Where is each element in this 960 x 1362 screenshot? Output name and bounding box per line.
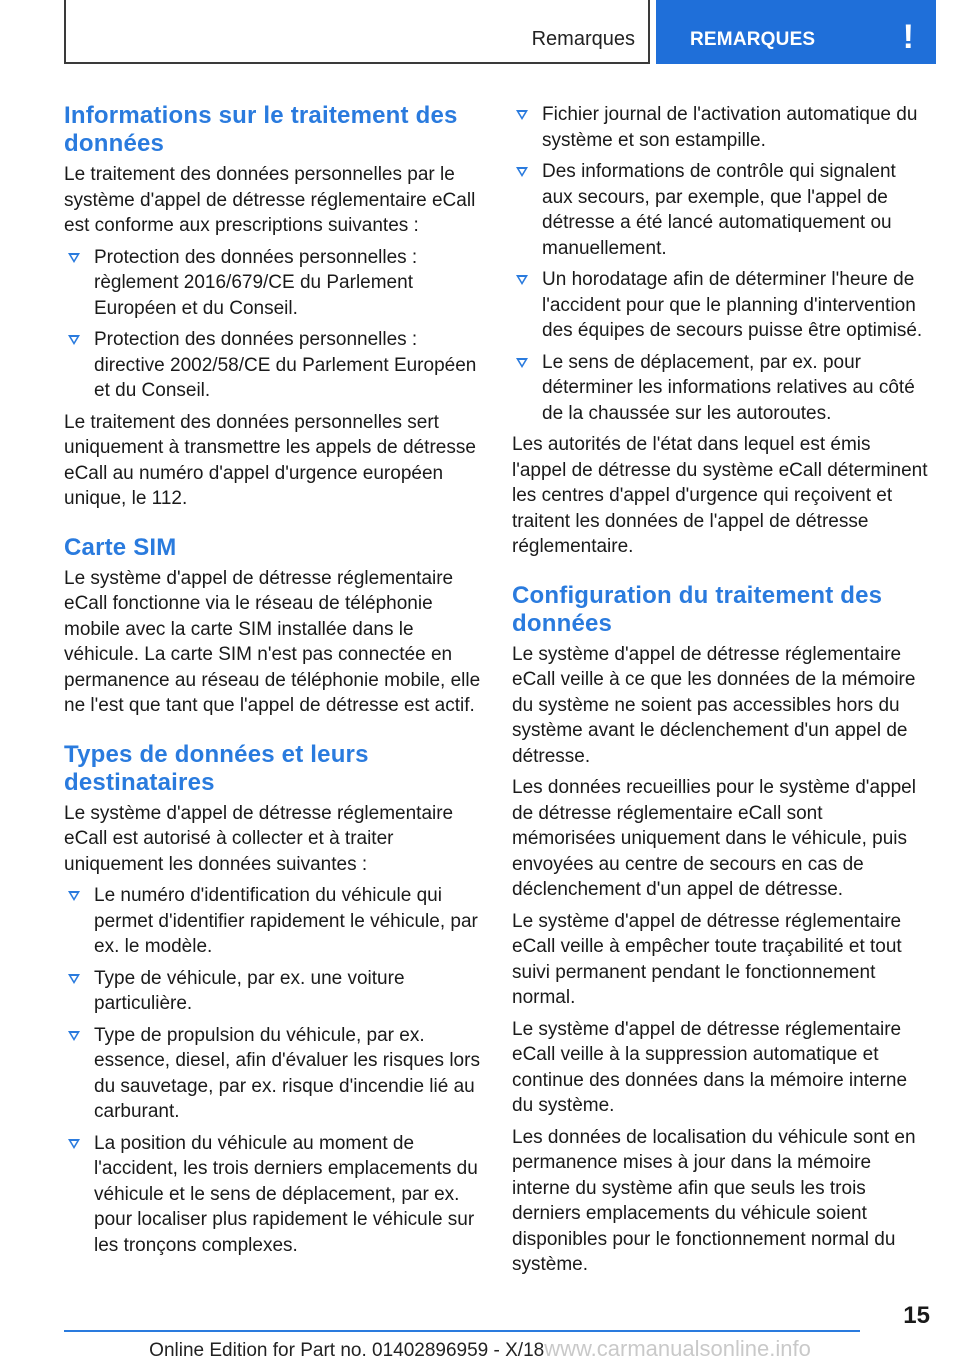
- watermark: www.carmanualsonline.info: [544, 1336, 811, 1361]
- triangle-bullet-icon: [516, 167, 528, 177]
- triangle-bullet-icon: [68, 974, 80, 984]
- list-item: Type de propulsion du véhicule, par ex. essence, diesel, afin d'évaluer les risques lors du sauvetage, par ex. risque d'incendie lié au carburant.: [64, 1023, 482, 1125]
- section-heading: Informations sur le traitement des données: [64, 102, 458, 157]
- bullet-list: [64, 883, 482, 1258]
- triangle-bullet-icon: [68, 335, 80, 345]
- triangle-bullet-icon: [516, 358, 528, 368]
- list-item: Le sens de déplacement, par ex. pour déterminer les informations relatives au côté de la chaussée sur les autoroutes.: [512, 350, 930, 427]
- paragraph: Le traitement des données personnelles sert uniquement à transmettre les appels de détresse eCall au numéro d'appel d'urgence européen unique, le 112.: [64, 411, 476, 509]
- footer-divider: [64, 1330, 860, 1332]
- section-heading: Carte SIM: [64, 533, 177, 561]
- paragraph: Le système d'appel de détresse réglementaire eCall veille à ce que les données de la mémoire du système ne soient pas accessibles hors du système avant le déclenchement d'un appel de détresse.: [512, 643, 916, 767]
- edition-text: Online Edition for Part no. 01402896959 - X/18: [149, 1340, 545, 1361]
- list-item: La position du véhicule au moment de l'accident, les trois derniers emplacements du véhicule et le sens de déplacement, par ex. pour localiser plus rapidement le véhicule sur les tronçons complexes.: [64, 1131, 482, 1259]
- paragraph: Les autorités de l'état dans lequel est émis l'appel de détresse du système eCall déterminent les centres d'appel d'urgence qui reçoivent et traitent les données de l'appel de détresse réglementaire.: [512, 434, 928, 557]
- section-data-types: [64, 741, 482, 1259]
- header-chapter-tab: [656, 0, 936, 64]
- list-item: Le numéro d'identification du véhicule qui permet d'identifier rapidement le véhicule, par ex. le modèle.: [64, 883, 482, 960]
- exclamation-icon: !: [902, 18, 914, 56]
- list-item: Un horodatage afin de déterminer l'heure de l'accident pour que le planning d'intervention des équipes de secours puisse être optimisé.: [512, 267, 930, 344]
- bullet-list: [512, 102, 930, 426]
- bullet-list: [64, 245, 482, 404]
- paragraph: Les données de localisation du véhicule sont en permanence mises à jour dans la mémoire interne du système afin que seuls les trois derniers emplacements du véhicule soient disponibles pour le fonctionnement normal du système.: [512, 1126, 916, 1275]
- left-column: [64, 102, 482, 1264]
- list-item: Type de véhicule, par ex. une voiture particulière.: [64, 966, 482, 1017]
- list-item: Fichier journal de l'activation automatique du système et son estampille.: [512, 102, 930, 153]
- section-processing-config: [512, 582, 930, 1278]
- paragraph: Les données recueillies pour le système d'appel de détresse réglementaire eCall sont mémorisées uniquement dans le véhicule, puis envoyées au centre de secours en cas de déclenchement d'un appel de détresse.: [512, 777, 916, 900]
- section-heading: Types de données et leurs destinataires: [64, 740, 369, 796]
- right-column: [512, 102, 930, 1284]
- paragraph: Le système d'appel de détresse réglementaire eCall veille à empêcher toute traçabilité et tout suivi permanent pendant le fonctionnement normal.: [512, 910, 902, 1008]
- page-number: 15: [903, 1302, 930, 1329]
- list-item: Des informations de contrôle qui signalent aux secours, par exemple, que l'appel de détresse a été lancé automatiquement ou manuellement.: [512, 159, 930, 261]
- section-data-processing: [64, 102, 482, 512]
- section-sim-card: [64, 534, 482, 719]
- paragraph: Le système d'appel de détresse réglementaire eCall fonctionne via le réseau de téléphonie mobile avec la carte SIM installée dans le véhicule. La carte SIM n'est pas connectée en permanence au réseau de téléphonie mobile, elle ne l'est que tant que l'appel de détresse est actif.: [64, 567, 481, 716]
- paragraph: Le traitement des données personnelles par le système d'appel de détresse réglementaire eCall est conforme aux prescriptions suivantes :: [64, 164, 476, 236]
- list-item: Protection des données personnelles : règlement 2016/679/CE du Parlement Européen et du Conseil.: [64, 245, 482, 322]
- triangle-bullet-icon: [68, 1031, 80, 1041]
- paragraph: Le système d'appel de détresse réglementaire eCall est autorisé à collecter et à traiter uniquement les données suivantes :: [64, 802, 454, 875]
- triangle-bullet-icon: [516, 275, 528, 285]
- triangle-bullet-icon: [68, 253, 80, 263]
- triangle-bullet-icon: [68, 1139, 80, 1149]
- list-item: Protection des données personnelles : directive 2002/58/CE du Parlement Européen et du Conseil.: [64, 327, 482, 404]
- header-chapter-label: REMARQUES: [690, 29, 816, 50]
- section-heading: Configuration du traitement des données: [512, 581, 883, 637]
- triangle-bullet-icon: [516, 110, 528, 120]
- header-section-title: Remarques: [531, 28, 635, 50]
- footer-edition: [0, 1336, 960, 1362]
- paragraph: Le système d'appel de détresse réglementaire eCall veille à la suppression automatique et continue des données dans la mémoire interne du système.: [512, 1018, 908, 1116]
- triangle-bullet-icon: [68, 891, 80, 901]
